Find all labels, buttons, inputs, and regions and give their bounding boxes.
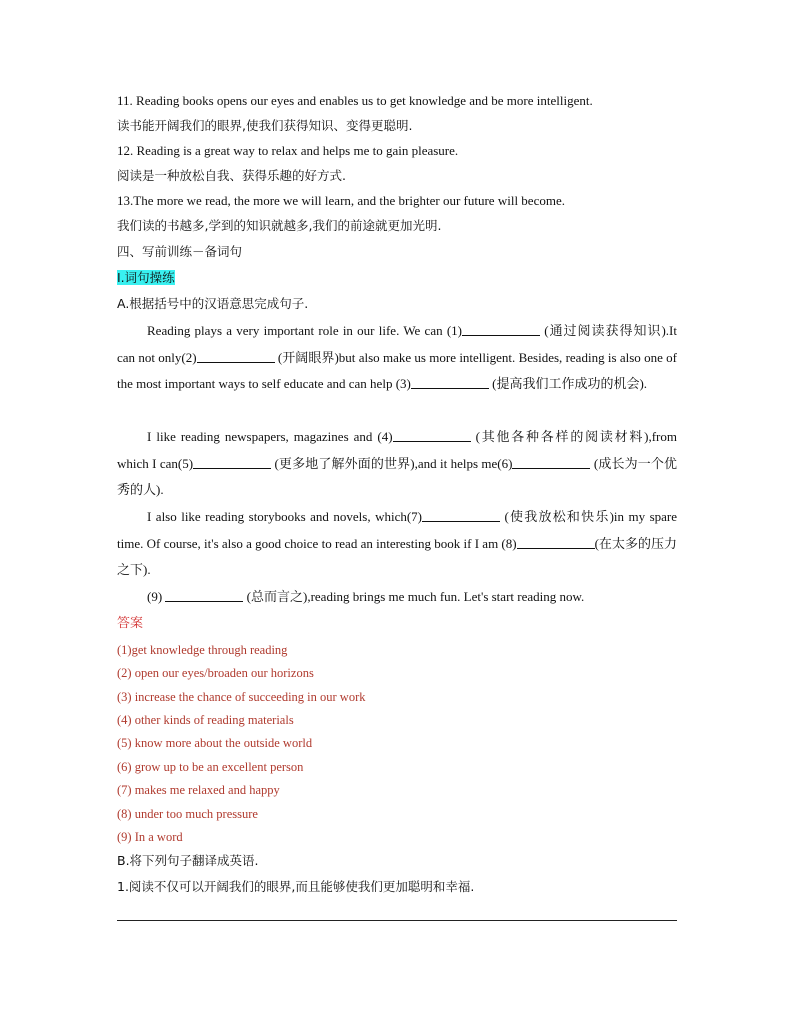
blank-3[interactable] <box>411 376 489 389</box>
sentence-12-en: 12. Reading is a great way to relax and helps me to gain pleasure. <box>117 143 459 158</box>
answer-5: (5) know more about the outside world <box>117 736 313 750</box>
answer-9: (9) In a word <box>117 830 183 844</box>
blank-4[interactable] <box>393 429 471 442</box>
passage-paragraph-1: Reading plays a very important role in our life. We can (1) (通过阅读获得知识).It can not only(2) (开阔眼界)but also make us more intelligent. Besides, reading is also one of the most important ways to self educate and can help (3) (提高我们工作成功的机会). <box>117 323 678 391</box>
sentence-12-zh: 阅读是一种放松自我、获得乐趣的好方式. <box>117 168 346 183</box>
answer-4: (4) other kinds of reading materials <box>117 713 294 727</box>
blank-9[interactable] <box>165 589 243 602</box>
answer-1: (1)get knowledge through reading <box>117 643 288 657</box>
part-b-instruction: B.将下列句子翻译成英语. <box>117 853 259 868</box>
answer-6: (6) grow up to be an excellent person <box>117 760 304 774</box>
answer-7: (7) makes me relaxed and happy <box>117 783 280 797</box>
blank-1[interactable] <box>462 323 540 336</box>
passage-paragraph-3: I also like reading storybooks and novels, which(7) (使我放松和快乐)in my spare time. Of course, it's also a good choice to read an interesting book if I am (8) (在太多的压力之下). <box>117 509 678 577</box>
passage-paragraph-2: I like reading newspapers, magazines and (4) (其他各种各样的阅读材料),from which I can(5) (更多地了解外面的世界),and it helps me(6) (成长为一个优秀的人). <box>117 429 678 497</box>
section-heading: 四、写前训练－备词句 <box>117 244 243 259</box>
blank-2[interactable] <box>197 350 275 363</box>
subsection-heading <box>117 270 175 286</box>
passage-paragraph-4: (9) (总而言之),reading brings me much fun. Let's start reading now. <box>147 589 585 604</box>
highlighted-heading-text: I.词句操练 <box>117 270 175 285</box>
answer-2: (2) open our eyes/broaden our horizons <box>117 666 314 680</box>
sentence-11-zh: 读书能开阔我们的眼界,使我们获得知识、变得更聪明. <box>117 118 413 133</box>
answer-3: (3) increase the chance of succeeding in our work <box>117 690 366 704</box>
answer-line[interactable] <box>117 920 677 921</box>
blank-7[interactable] <box>422 509 500 522</box>
blank-8[interactable] <box>517 536 595 549</box>
part-a-instruction: A.根据括号中的汉语意思完成句子. <box>117 296 309 311</box>
sentence-13-en: 13.The more we read, the more we will learn, and the brighter our future will become. <box>117 193 565 208</box>
translation-item-1: 1.阅读不仅可以开阔我们的眼界,而且能够使我们更加聪明和幸福. <box>117 879 475 894</box>
answers-title: 答案 <box>117 616 144 631</box>
sentence-11-en: 11. Reading books opens our eyes and enables us to get knowledge and be more intelligent. <box>117 93 593 108</box>
answer-8: (8) under too much pressure <box>117 807 258 821</box>
blank-6[interactable] <box>512 456 590 469</box>
blank-5[interactable] <box>193 456 271 469</box>
sentence-13-zh: 我们读的书越多,学到的知识就越多,我们的前途就更加光明. <box>117 218 442 233</box>
